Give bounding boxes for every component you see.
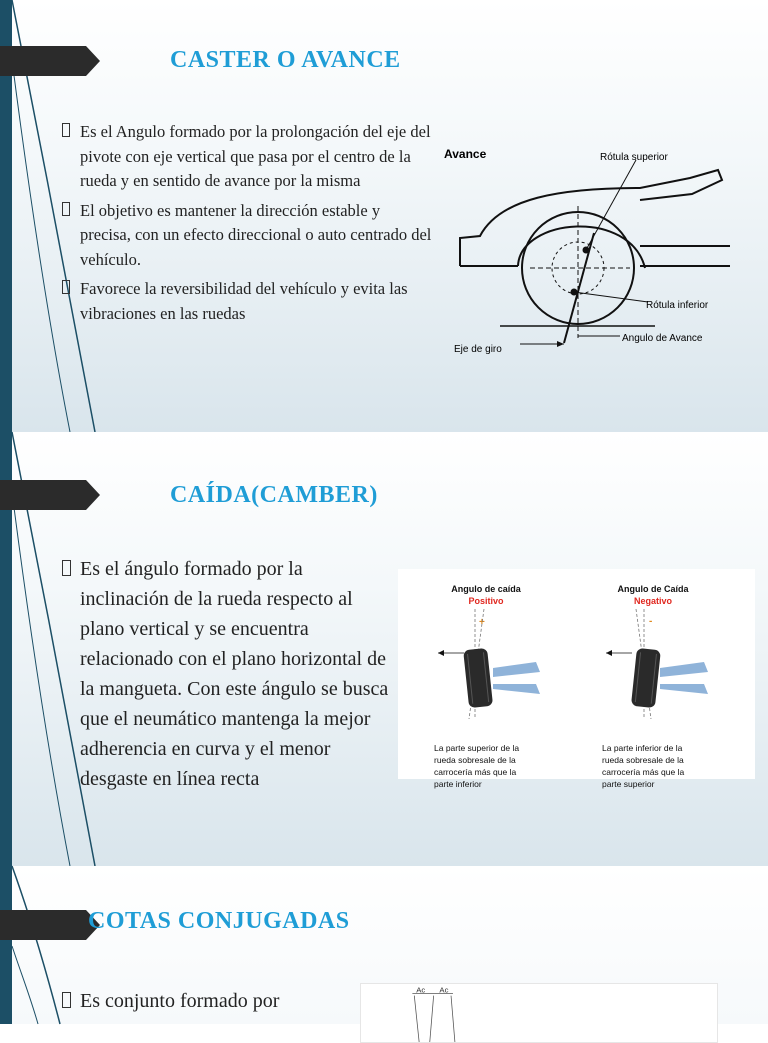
camber-diagram (398, 569, 755, 789)
bullet-item: Favorece la reversibilidad del vehículo y evita las vibraciones en las ruedas (62, 277, 432, 326)
cotas-conjugadas-diagram (360, 983, 718, 1043)
label-eje-giro: Eje de giro (454, 344, 502, 355)
bullet-item: Es conjunto formado por (62, 986, 342, 1016)
label-rotula-inferior: Rótula inferior (646, 300, 709, 311)
slide-cotas-conjugadas (0, 866, 768, 1024)
title-tag (0, 480, 100, 510)
title-tag (0, 910, 100, 940)
slide-caster (0, 0, 768, 432)
camber-positive-caption-3: carrocería más que la (434, 767, 517, 777)
slide-title: COTAS CONJUGADAS (88, 908, 350, 934)
label-ac-1: Ac (416, 985, 426, 995)
bullet-box-icon (62, 202, 70, 216)
camber-negative-caption-3: carrocería más que la (602, 767, 685, 777)
bullet-item: Es el Angulo formado por la prolongación del eje del pivote con eje vertical que pasa por el centro de la rueda y en sentido de avance por la misma (62, 120, 432, 194)
camber-positive-title: Angulo de caída (451, 584, 521, 594)
bullet-item: El objetivo es mantener la dirección estable y precisa, con un efecto direccional o auto centrado del vehículo. (62, 199, 432, 273)
camber-positive-sign: + (479, 617, 485, 628)
bullet-list (62, 986, 342, 1016)
bullet-list (62, 554, 392, 794)
slide-camber (0, 432, 768, 866)
bullet-box-icon (62, 280, 70, 294)
camber-positive-caption-4: parte inferior (434, 779, 482, 789)
camber-positive-caption-2: rueda sobresale de la (434, 755, 516, 765)
bullet-list (62, 120, 432, 331)
label-rotula-superior: Rótula superior (600, 152, 668, 163)
slide-title: CAÍDA(CAMBER) (170, 482, 378, 508)
label-avance: Avance (444, 147, 487, 161)
label-ac-2: Ac (439, 985, 449, 995)
title-tag (0, 46, 100, 76)
label-angulo-avance: Angulo de Avance (622, 333, 703, 344)
bullet-box-icon (62, 123, 70, 137)
camber-positive-panel (434, 584, 540, 789)
camber-positive-subtitle: Positivo (468, 596, 504, 606)
bullet-item: Es el ángulo formado por la inclinación de la rueda respecto al plano vertical y se encuentra relacionado con el plano horizontal de la mangueta. Con este ángulo se busca que el neumático mantenga la mejor adherencia en curva y el menor desgaste en línea recta (62, 554, 392, 794)
bullet-box-icon (62, 992, 71, 1008)
camber-negative-title: Angulo de Caída (617, 584, 689, 594)
camber-negative-sign: - (649, 616, 653, 627)
camber-negative-subtitle: Negativo (633, 596, 673, 606)
camber-negative-caption-1: La parte inferior de la (602, 743, 683, 753)
caster-diagram (440, 138, 730, 363)
camber-negative-panel (602, 584, 708, 789)
slide-title: CASTER O AVANCE (170, 47, 401, 73)
camber-positive-caption-1: La parte superior de la (434, 743, 520, 753)
camber-negative-caption-2: rueda sobresale de la (602, 755, 684, 765)
bullet-box-icon (62, 560, 71, 576)
camber-negative-caption-4: parte superior (602, 779, 655, 789)
